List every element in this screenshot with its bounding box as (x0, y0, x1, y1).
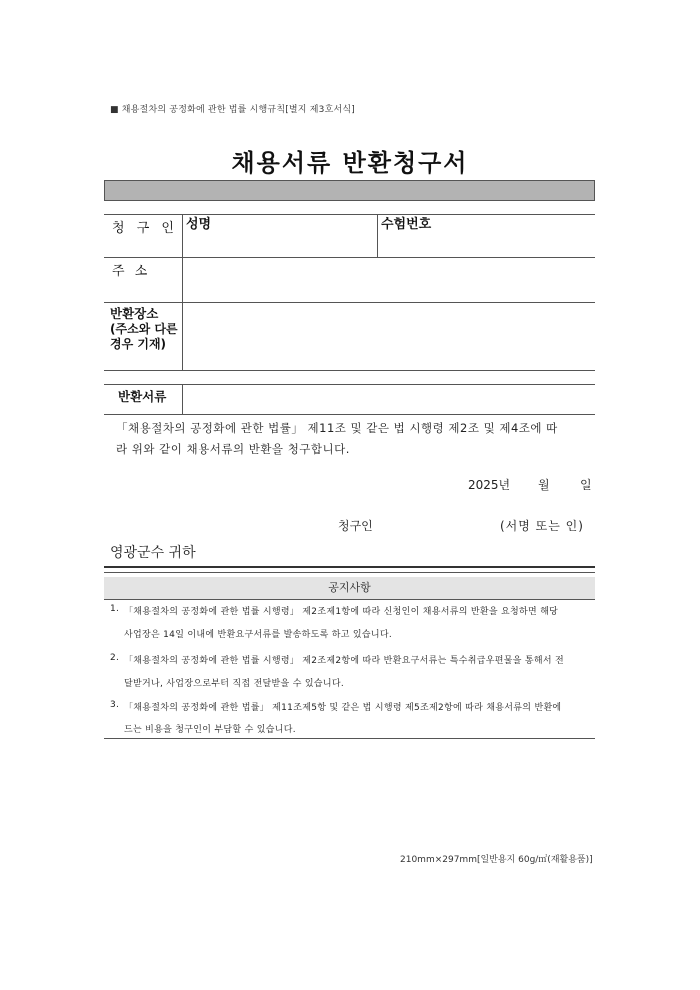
return-place-label-note: 경우 기재) (110, 337, 167, 351)
notice-bottom-rule (104, 738, 595, 739)
notice-item-text: 「채용절차의 공정화에 관한 법률」 제11조제5항 및 같은 법 시행령 제5조제2항에 따라 채용서류의 반환에 (124, 703, 562, 713)
notice-top-rule (104, 572, 595, 573)
notice-item-text: 「채용절차의 공정화에 관한 법률 시행령」 제2조제2항에 따라 반환요구서류는 특수취급우편물을 통해서 전 (124, 656, 565, 666)
return-place-label-note: (주소와 다른 (110, 322, 178, 336)
notice-title-rule (104, 599, 595, 600)
signature-hint: (서명 또는 인) (500, 519, 584, 533)
notice-item-text: 사업장은 14일 이내에 반환요구서류를 발송하도록 하고 있습니다. (124, 630, 393, 640)
date-month: 월 (538, 478, 550, 492)
table-column-divider (182, 214, 183, 370)
addressee: 영광군수 귀하 (110, 545, 196, 561)
table-column-divider (182, 384, 183, 414)
form-reference-note: ■ 채용절차의 공정화에 관한 법률 시행규칙[별지 제3호서식] (110, 105, 355, 115)
signature-label: 청구인 (338, 519, 373, 533)
notice-item-number: 1. (110, 604, 120, 614)
name-field[interactable] (200, 236, 370, 254)
table-rule (104, 370, 595, 371)
notice-item-number: 2. (110, 653, 120, 663)
return-place-label: 반환장소 (110, 306, 159, 321)
documents-field[interactable] (186, 388, 591, 410)
paper-spec-footer: 210mm×297mm[일반용지 60g/㎡(재활용품)] (400, 855, 593, 865)
gray-header-bar (104, 180, 595, 201)
notice-item-text: 드는 비용을 청구인이 부담할 수 있습니다. (124, 725, 296, 735)
page-title: 채용서류 반환청구서 (231, 149, 469, 177)
return-place-field[interactable] (186, 306, 591, 366)
table-rule (104, 257, 595, 258)
notice-item-text: 「채용절차의 공정화에 관한 법률 시행령」 제2조제1항에 따라 신청인이 채용서류의 반환을 요청하면 해당 (124, 607, 559, 617)
notice-title: 공지사항 (104, 577, 595, 599)
address-label: 주 소 (112, 264, 151, 279)
table-rule (104, 214, 595, 215)
table-rule (104, 302, 595, 303)
claimant-label: 청 구 인 (112, 221, 178, 236)
notice-top-rule (104, 566, 595, 568)
statement-line: 「채용절차의 공정화에 관한 법률」 제11조 및 같은 법 시행령 제2조 및 제4조에 따 (116, 421, 558, 435)
date-year: 2025년 (468, 478, 511, 492)
table-rule (104, 384, 595, 385)
name-label: 성명 (186, 217, 212, 232)
date-day: 일 (580, 478, 592, 492)
notice-item-number: 3. (110, 700, 120, 710)
table-rule (104, 414, 595, 415)
table-column-divider (377, 214, 378, 257)
exam-number-field[interactable] (440, 236, 590, 254)
statement-line: 라 위와 같이 채용서류의 반환을 청구합니다. (116, 442, 350, 456)
exam-number-label: 수험번호 (381, 217, 432, 232)
address-field[interactable] (186, 260, 591, 298)
notice-item-text: 달받거나, 사업장으로부터 직접 전달받을 수 있습니다. (124, 679, 344, 689)
documents-label: 반환서류 (118, 389, 167, 404)
